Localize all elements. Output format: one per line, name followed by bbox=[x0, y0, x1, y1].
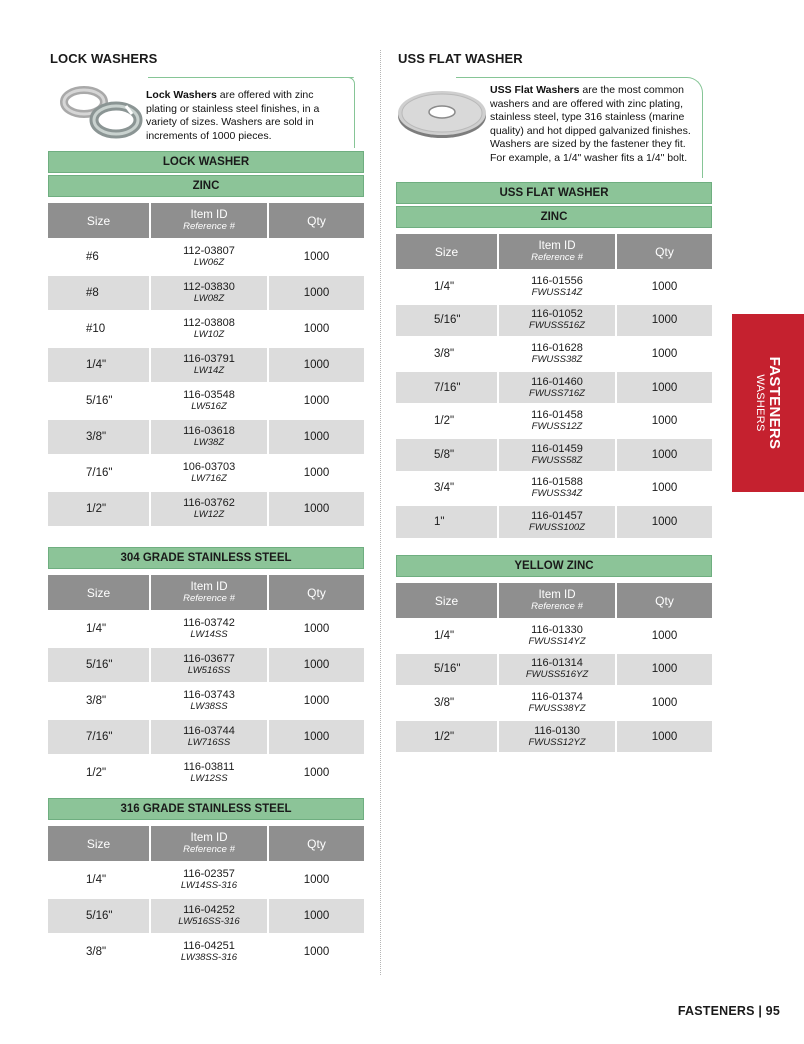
item-id: 116-03811 bbox=[183, 761, 235, 773]
cell-qty: 1000 bbox=[651, 515, 678, 528]
table-header bbox=[48, 826, 364, 861]
cell-qty: 1000 bbox=[651, 730, 678, 743]
table-row bbox=[48, 718, 364, 754]
lock-304-table bbox=[48, 575, 364, 790]
reference-number: LW716Z bbox=[191, 473, 227, 484]
cell-size: 1" bbox=[396, 506, 499, 538]
item-id: 112-03808 bbox=[183, 317, 235, 329]
reference-number: LW10Z bbox=[193, 329, 225, 340]
cell-item-id bbox=[151, 348, 269, 382]
item-id: 116-03743 bbox=[183, 689, 235, 701]
reference-number: FWUSS38YZ bbox=[528, 702, 586, 714]
cell-qty: 1000 bbox=[303, 874, 330, 886]
item-id: 116-03744 bbox=[183, 725, 235, 737]
cell-size: 1/4" bbox=[396, 271, 499, 303]
cell-item-id bbox=[499, 721, 617, 753]
table-row bbox=[396, 504, 712, 538]
cell-qty: 1000 bbox=[651, 280, 678, 293]
cell-item-id bbox=[499, 338, 617, 370]
cell-item-id bbox=[499, 473, 617, 505]
reference-number: LW14SS-316 bbox=[180, 880, 238, 891]
item-id: 116-04251 bbox=[183, 940, 235, 952]
item-id: 116-03618 bbox=[183, 425, 235, 437]
cell-size: #8 bbox=[48, 276, 151, 310]
cell-item-id bbox=[151, 720, 269, 754]
table-row bbox=[48, 274, 364, 310]
cell-item-id bbox=[151, 240, 269, 274]
header-reference-label: Reference # bbox=[531, 252, 583, 263]
cell-item-id bbox=[151, 756, 269, 790]
cell-size: 3/8" bbox=[48, 935, 151, 969]
table-row bbox=[396, 437, 712, 471]
lock-zinc-table bbox=[48, 203, 364, 526]
table-row bbox=[396, 652, 712, 686]
table-row bbox=[396, 471, 712, 505]
uss-zinc-table bbox=[396, 234, 712, 538]
header-size: Size bbox=[48, 826, 151, 861]
item-id: 116-01330 bbox=[531, 623, 583, 636]
fasteners-side-tab bbox=[732, 314, 804, 492]
cell-item-id bbox=[151, 935, 269, 969]
cell-size: 1/4" bbox=[48, 348, 151, 382]
item-id: 116-03677 bbox=[183, 653, 235, 665]
cell-size: 5/16" bbox=[396, 654, 499, 686]
cell-qty: 1000 bbox=[303, 287, 330, 299]
table-row bbox=[396, 370, 712, 404]
cell-item-id bbox=[151, 863, 269, 897]
cell-qty: 1000 bbox=[303, 323, 330, 335]
header-item-id-label: Item ID bbox=[190, 209, 228, 221]
table-row bbox=[396, 403, 712, 437]
cell-size: 3/4" bbox=[396, 473, 499, 505]
item-id: 116-03548 bbox=[183, 389, 235, 401]
cell-qty: 1000 bbox=[303, 946, 330, 958]
header-item-id-label: Item ID bbox=[538, 589, 576, 601]
table-row bbox=[48, 682, 364, 718]
cell-item-id bbox=[499, 271, 617, 303]
reference-number: LW38SS-316 bbox=[180, 952, 238, 963]
reference-number: LW12Z bbox=[193, 509, 225, 520]
header-size: Size bbox=[396, 583, 499, 618]
reference-number: LW14SS bbox=[190, 629, 228, 640]
cell-qty: 1000 bbox=[303, 731, 330, 743]
item-id: 116-01314 bbox=[531, 657, 583, 670]
item-id: 116-01457 bbox=[531, 509, 583, 522]
cell-size: 1/2" bbox=[396, 405, 499, 437]
cell-qty: 1000 bbox=[651, 415, 678, 428]
table-header bbox=[48, 575, 364, 610]
item-id: 116-01374 bbox=[531, 690, 583, 703]
cell-item-id bbox=[499, 439, 617, 471]
table-row bbox=[48, 610, 364, 646]
header-reference-label: Reference # bbox=[183, 221, 235, 232]
item-id: 116-04252 bbox=[183, 904, 235, 916]
header-qty: Qty bbox=[655, 244, 674, 259]
cell-item-id bbox=[151, 276, 269, 310]
table-header bbox=[48, 203, 364, 238]
lock-intro-text bbox=[146, 89, 336, 143]
cell-size: 5/16" bbox=[396, 305, 499, 337]
table-row bbox=[48, 346, 364, 382]
table-header bbox=[396, 234, 712, 269]
cell-item-id bbox=[499, 506, 617, 538]
table-row bbox=[48, 933, 364, 969]
page-footer: FASTENERS | 95 bbox=[677, 1004, 780, 1018]
reference-number: FWUSS58Z bbox=[531, 454, 583, 466]
reference-number: LW716SS bbox=[187, 737, 231, 748]
reference-number: FWUSS38Z bbox=[531, 353, 583, 365]
header-item-id bbox=[499, 234, 617, 269]
cell-item-id bbox=[151, 492, 269, 526]
cell-size: 7/16" bbox=[48, 456, 151, 490]
cell-size: 1/4" bbox=[48, 612, 151, 646]
header-reference-label: Reference # bbox=[531, 601, 583, 612]
lock-washer-image bbox=[60, 82, 144, 142]
item-id: 116-0130 bbox=[534, 724, 580, 737]
cell-qty: 1000 bbox=[651, 448, 678, 461]
table-row bbox=[48, 646, 364, 682]
lock-316-bar: 316 GRADE STAINLESS STEEL bbox=[48, 798, 364, 820]
item-id: 116-01458 bbox=[531, 409, 583, 422]
table-row bbox=[396, 685, 712, 719]
uss-zinc-bar: ZINC bbox=[396, 206, 712, 228]
cell-size: 1/4" bbox=[396, 620, 499, 652]
reference-number: FWUSS14Z bbox=[531, 286, 583, 298]
cell-qty: 1000 bbox=[651, 482, 678, 495]
header-qty: Qty bbox=[307, 585, 326, 600]
cell-qty: 1000 bbox=[651, 663, 678, 676]
cell-size: 3/8" bbox=[396, 687, 499, 719]
cell-qty: 1000 bbox=[303, 359, 330, 371]
header-item-id bbox=[151, 575, 269, 610]
table-header bbox=[396, 583, 712, 618]
uss-washer-bar: USS FLAT WASHER bbox=[396, 182, 712, 204]
lock-intro-rest: are offered with zinc plating or stainless steel finishes, in a variety of sizes. Washers are sold in increments of 1000 pieces. bbox=[146, 89, 320, 142]
reference-number: LW516Z bbox=[191, 401, 227, 412]
cell-item-id bbox=[151, 384, 269, 418]
header-item-id bbox=[151, 826, 269, 861]
cell-item-id bbox=[499, 687, 617, 719]
lock-intro-bold: Lock Washers bbox=[146, 89, 217, 101]
header-item-id-label: Item ID bbox=[190, 832, 228, 844]
table-row bbox=[396, 336, 712, 370]
cell-size: 5/16" bbox=[48, 648, 151, 682]
cell-qty: 1000 bbox=[651, 314, 678, 327]
lock-washer-bar: LOCK WASHER bbox=[48, 151, 364, 173]
lock-304-bar: 304 GRADE STAINLESS STEEL bbox=[48, 547, 364, 569]
lock-washers-title: LOCK WASHERS bbox=[50, 51, 158, 66]
header-qty: Qty bbox=[307, 213, 326, 228]
cell-size: 1/4" bbox=[48, 863, 151, 897]
uss-yellow-zinc-bar: YELLOW ZINC bbox=[396, 555, 712, 577]
header-qty: Qty bbox=[307, 836, 326, 851]
header-item-id-label: Item ID bbox=[190, 581, 228, 593]
cell-qty: 1000 bbox=[303, 431, 330, 443]
header-size: Size bbox=[48, 575, 151, 610]
header-qty: Qty bbox=[655, 593, 674, 608]
table-row bbox=[48, 418, 364, 454]
cell-item-id bbox=[151, 612, 269, 646]
cell-item-id bbox=[499, 305, 617, 337]
lock-316-table bbox=[48, 826, 364, 969]
side-tab-text bbox=[754, 357, 782, 450]
lock-intro-frame bbox=[348, 77, 355, 148]
header-item-id-label: Item ID bbox=[538, 240, 576, 252]
header-reference-label: Reference # bbox=[183, 844, 235, 855]
item-id: 106-03703 bbox=[182, 461, 236, 473]
cell-size: 1/2" bbox=[396, 721, 499, 753]
cell-item-id bbox=[151, 456, 269, 490]
reference-number: FWUSS12YZ bbox=[528, 736, 586, 748]
item-id: 116-02357 bbox=[183, 868, 235, 880]
item-id: 116-03762 bbox=[183, 497, 235, 509]
cell-item-id bbox=[499, 405, 617, 437]
lock-zinc-bar: ZINC bbox=[48, 175, 364, 197]
cell-size: 1/2" bbox=[48, 756, 151, 790]
cell-item-id bbox=[499, 654, 617, 686]
header-item-id bbox=[499, 583, 617, 618]
cell-qty: 1000 bbox=[303, 395, 330, 407]
uss-intro-text bbox=[444, 84, 702, 165]
table-row bbox=[48, 490, 364, 526]
cell-size: 3/8" bbox=[48, 684, 151, 718]
cell-qty: 1000 bbox=[651, 347, 678, 360]
item-id: 116-03791 bbox=[183, 353, 235, 365]
reference-number: LW516SS-316 bbox=[178, 916, 240, 927]
header-size: Size bbox=[48, 203, 151, 238]
cell-qty: 1000 bbox=[651, 696, 678, 709]
table-row bbox=[396, 719, 712, 753]
reference-number: FWUSS516YZ bbox=[525, 669, 589, 681]
reference-number: LW06Z bbox=[193, 257, 225, 268]
cell-size: 7/16" bbox=[48, 720, 151, 754]
cell-item-id bbox=[151, 312, 269, 346]
cell-qty: 1000 bbox=[303, 910, 330, 922]
item-id: 112-03807 bbox=[183, 245, 235, 257]
cell-qty: 1000 bbox=[303, 659, 330, 671]
table-row bbox=[48, 754, 364, 790]
table-row bbox=[48, 382, 364, 418]
cell-size: 5/8" bbox=[396, 439, 499, 471]
cell-qty: 1000 bbox=[303, 251, 330, 263]
table-row bbox=[396, 618, 712, 652]
cell-size: 5/16" bbox=[48, 899, 151, 933]
uss-flat-washer-title: USS FLAT WASHER bbox=[398, 51, 523, 66]
item-id: 116-01052 bbox=[531, 308, 583, 321]
uss-intro-rest: are the most common washers and are offered with zinc plating, stainless steel, type 316 stainless (marine quality) and hot dipped galvanized finishes. Washers are sized by the fastener they fit. For example, a 1/4" washer fits a 1/4" bolt. bbox=[490, 84, 691, 164]
cell-qty: 1000 bbox=[303, 467, 330, 479]
table-row bbox=[48, 310, 364, 346]
lock-intro-frame-top bbox=[148, 77, 354, 78]
cell-item-id bbox=[151, 899, 269, 933]
cell-item-id bbox=[499, 620, 617, 652]
cell-qty: 1000 bbox=[651, 381, 678, 394]
cell-qty: 1000 bbox=[303, 623, 330, 635]
table-row bbox=[48, 861, 364, 897]
table-row bbox=[396, 269, 712, 303]
header-item-id bbox=[151, 203, 269, 238]
uss-yellow-zinc-table bbox=[396, 583, 712, 752]
reference-number: FWUSS12Z bbox=[531, 421, 583, 433]
cell-size: #10 bbox=[48, 312, 151, 346]
cell-item-id bbox=[151, 420, 269, 454]
cell-size: #6 bbox=[48, 240, 151, 274]
reference-number: FWUSS516Z bbox=[529, 320, 585, 332]
cell-item-id bbox=[151, 684, 269, 718]
table-row bbox=[396, 303, 712, 337]
cell-item-id bbox=[151, 648, 269, 682]
cell-size: 5/16" bbox=[48, 384, 151, 418]
cell-qty: 1000 bbox=[303, 767, 330, 779]
reference-number: LW14Z bbox=[193, 365, 225, 376]
cell-size: 7/16" bbox=[396, 372, 499, 404]
table-row bbox=[48, 238, 364, 274]
cell-item-id bbox=[499, 372, 617, 404]
reference-number: FWUSS14YZ bbox=[528, 635, 586, 647]
cell-size: 3/8" bbox=[48, 420, 151, 454]
reference-number: FWUSS34Z bbox=[531, 488, 583, 500]
cell-qty: 1000 bbox=[303, 503, 330, 515]
cell-qty: 1000 bbox=[651, 629, 678, 642]
column-divider bbox=[380, 50, 381, 975]
reference-number: LW516SS bbox=[187, 665, 231, 676]
cell-size: 1/2" bbox=[48, 492, 151, 526]
item-id: 116-01588 bbox=[531, 476, 583, 489]
uss-intro-bold: USS Flat Washers bbox=[490, 84, 580, 96]
item-id: 116-01459 bbox=[531, 442, 583, 455]
reference-number: LW38SS bbox=[190, 701, 228, 712]
side-tab-sub: WASHERS bbox=[754, 374, 766, 432]
side-tab-main: FASTENERS bbox=[766, 356, 783, 450]
item-id: 116-01556 bbox=[531, 274, 583, 287]
item-id: 116-01460 bbox=[531, 375, 583, 388]
item-id: 112-03830 bbox=[183, 281, 235, 293]
cell-qty: 1000 bbox=[303, 695, 330, 707]
reference-number: LW08Z bbox=[193, 293, 225, 304]
reference-number: FWUSS100Z bbox=[529, 521, 585, 533]
reference-number: FWUSS716Z bbox=[529, 387, 585, 399]
header-reference-label: Reference # bbox=[183, 593, 235, 604]
item-id: 116-01628 bbox=[531, 341, 583, 354]
reference-number: LW38Z bbox=[193, 437, 225, 448]
item-id: 116-03742 bbox=[183, 617, 235, 629]
table-row bbox=[48, 897, 364, 933]
header-size: Size bbox=[396, 234, 499, 269]
reference-number: LW12SS bbox=[190, 773, 228, 784]
table-row bbox=[48, 454, 364, 490]
cell-size: 3/8" bbox=[396, 338, 499, 370]
